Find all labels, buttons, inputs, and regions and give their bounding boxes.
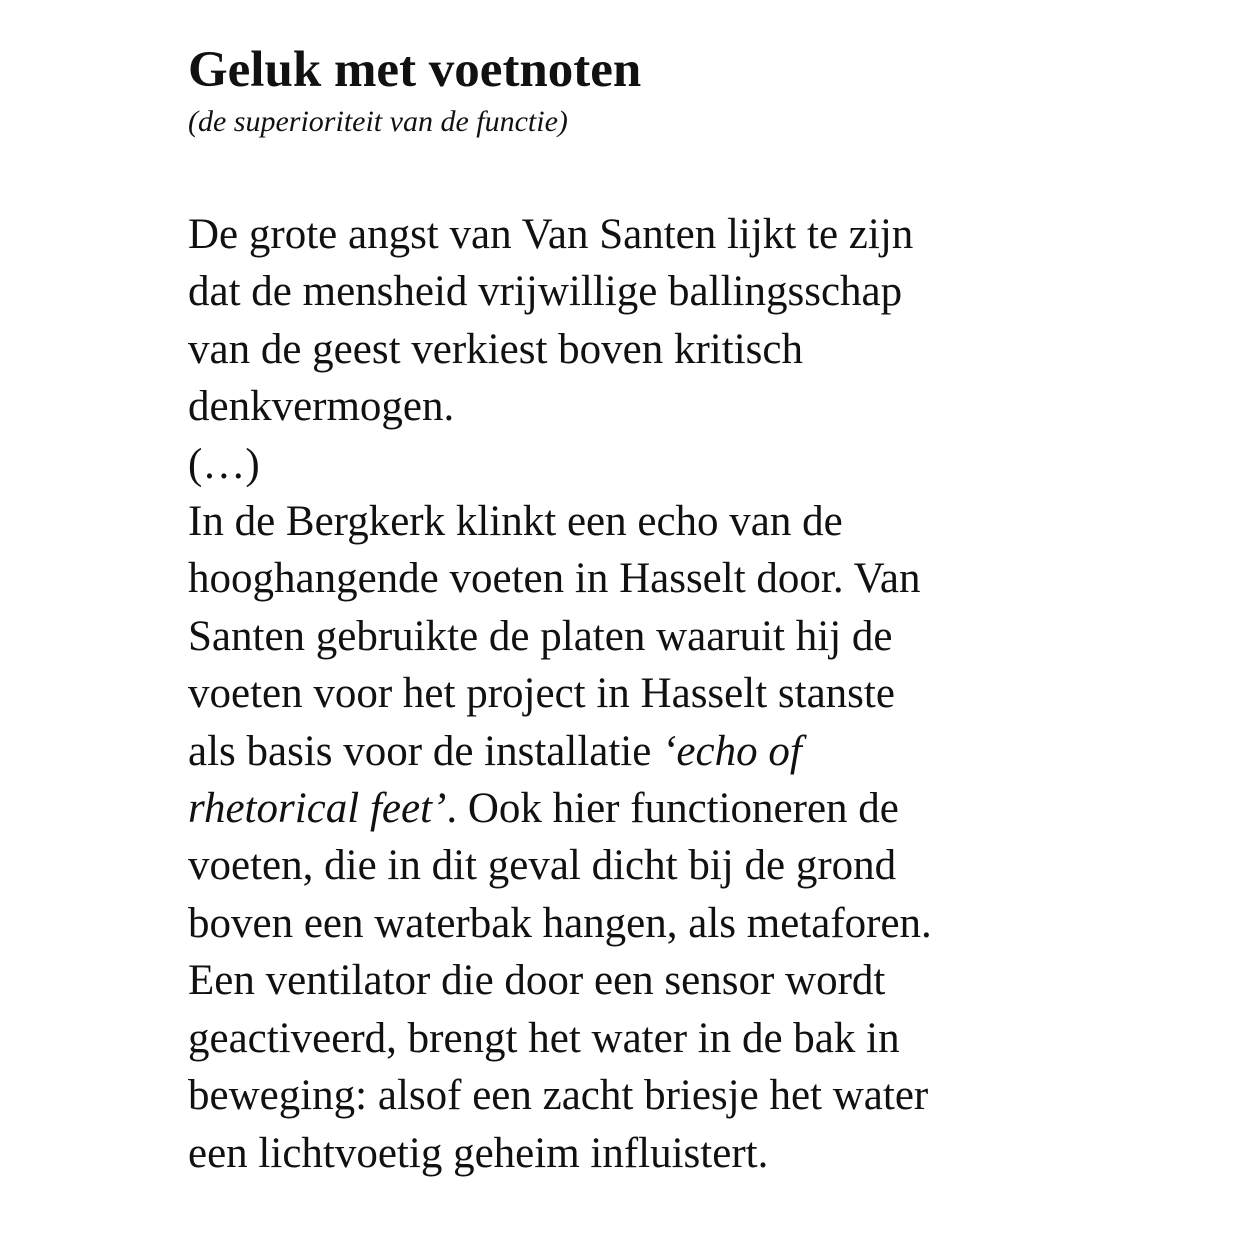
text-line: voeten, die in dit geval dicht bij de grond (188, 842, 897, 890)
text-line: een lichtvoetig geheim influistert. (188, 1129, 769, 1177)
text-line: beweging: alsof een zacht briesje het water (188, 1072, 929, 1120)
ellipsis-line: (…) (188, 440, 260, 488)
text-line: In de Bergkerk klinkt een echo van de (188, 498, 843, 546)
text-line: hooghangende voeten in Hasselt door. Van (188, 555, 921, 603)
text-line: Een ventilator die door een sensor wordt (188, 957, 886, 1005)
text-line: dat de mensheid vrijwillige ballingsschap (188, 268, 903, 316)
artwork-title-part-2: rhetorical feet’ (188, 785, 447, 833)
body-text (188, 206, 1188, 1182)
text-line: denkvermogen. (188, 383, 455, 431)
text-segment: als basis voor de installatie (188, 727, 663, 775)
text-line: van de geest verkiest boven kritisch (188, 325, 803, 373)
artwork-title-part-1: ‘echo of (662, 727, 802, 775)
document-title: Geluk met voetnoten (188, 42, 642, 98)
document-subtitle: (de superioriteit van de functie) (188, 105, 568, 138)
text-line: boven een waterbak hangen, als metaforen. (188, 899, 932, 947)
text-line (188, 780, 1188, 837)
text-line (188, 723, 1188, 780)
text-line: Santen gebruikte de platen waaruit hij de (188, 612, 893, 660)
text-line: voeten voor het project in Hasselt stanste (188, 670, 895, 718)
document-page (188, 38, 1188, 1182)
text-line: geactiveerd, brengt het water in de bak in (188, 1014, 900, 1062)
text-segment: . Ook hier functioneren de (446, 785, 899, 833)
text-line: De grote angst van Van Santen lijkt te zijn (188, 211, 914, 258)
